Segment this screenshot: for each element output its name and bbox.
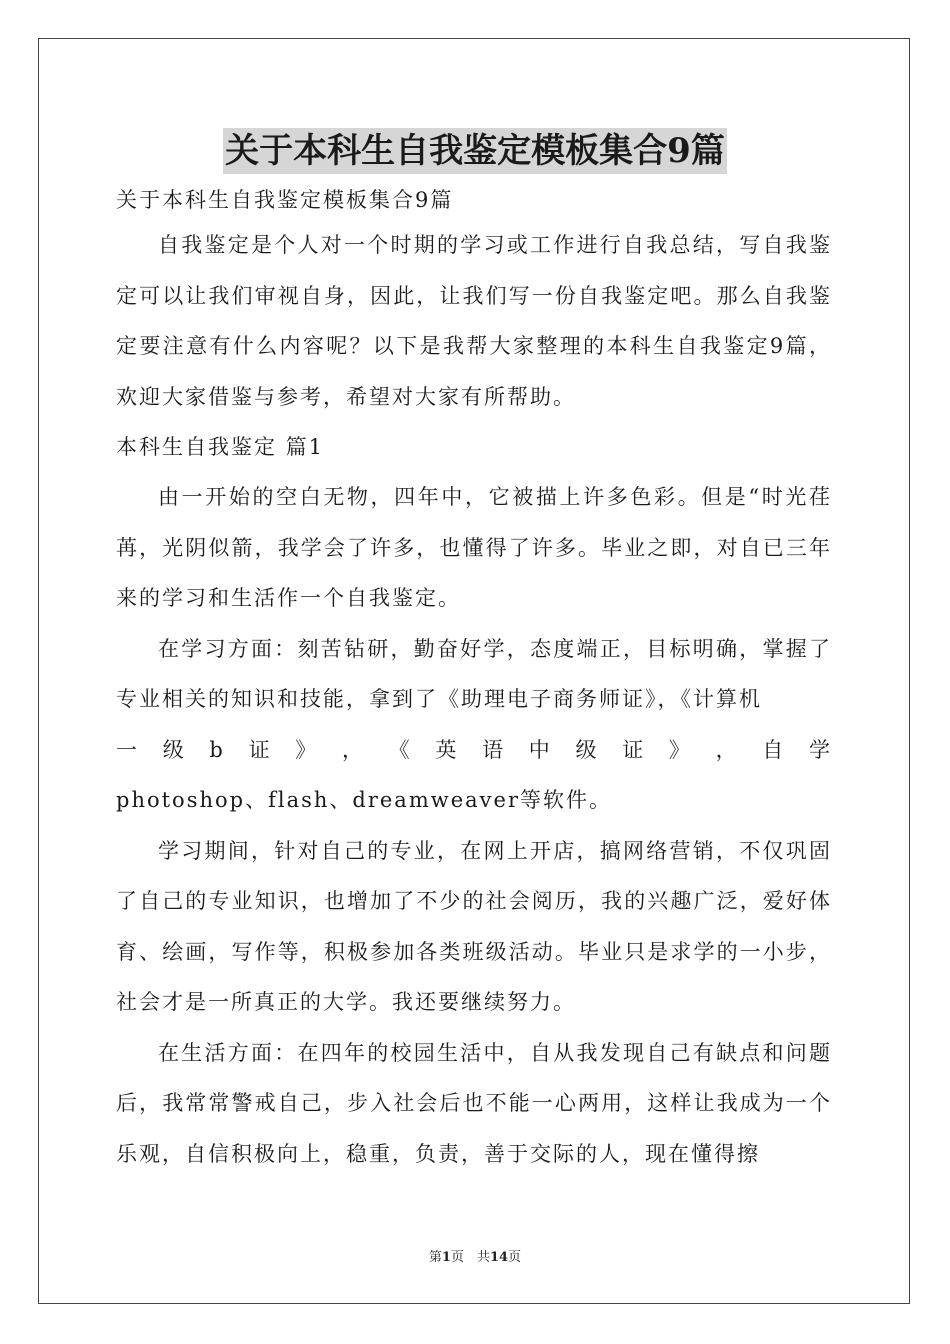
spread-char: 》 [295, 737, 319, 762]
spread-char: ， [715, 737, 739, 762]
section-heading-1: 本科生自我鉴定 篇1 [116, 435, 325, 459]
paragraph-4: 在生活方面：在四年的校园生活中，自从我发现自己有缺点和问题后，我常常警戒自己，步入社会后也不能一心两用，这样让我成为一个乐观，自信积极向上，稳重，负责，善于交际的人，现在懂得擦 [116, 1040, 832, 1166]
spread-char: 自 [762, 737, 786, 762]
footer-suffix: 页 [508, 1250, 522, 1265]
paragraph-1: 由一开始的空白无物，四年中，它被描上许多色彩。但是“时光荏苒，光阴似箭，我学会了许多，也懂得了许多。毕业之即，对自已三年来的学习和生活作一个自我鉴定。 [116, 485, 832, 610]
footer-page-number: 1 [441, 1250, 451, 1265]
paragraph-2-start: 在学习方面：刻苦钻研，勤奋好学，态度端正，目标明确，掌握了专业相关的知识和技能，拿到了《助理电子商务师证》，《计算机 [116, 636, 832, 711]
document-title: 关于本科生自我鉴定模板集合9篇 [223, 128, 727, 174]
spread-char: 语 [482, 737, 506, 762]
footer-total-pages: 14 [489, 1250, 509, 1265]
spread-char: 一 [116, 737, 139, 762]
document-subtitle: 关于本科生自我鉴定模板集合9篇 [116, 188, 454, 212]
page-footer [0, 1246, 950, 1265]
spread-char: ， [341, 737, 365, 762]
spread-char: 级 [162, 737, 186, 762]
spread-char: 级 [575, 737, 599, 762]
spread-char: 证 [622, 737, 646, 762]
paragraph-3: 学习期间，针对自己的专业，在网上开店，搞网络营销，不仅巩固了自己的专业知识，也增加了不少的社会阅历，我的兴趣广泛，爱好体育、绘画，写作等，积极参加各类班级活动。毕业只是求学的一小步，社会才是一所真正的大学。我还要继续努力。 [116, 838, 832, 1014]
spread-char: 中 [528, 737, 552, 762]
footer-mid: 页 共 [450, 1250, 490, 1265]
paragraph-2-end: photoshop、flash、dreamweaver等软件。 [116, 788, 612, 812]
spread-char: 英 [435, 737, 459, 762]
document-body [116, 180, 832, 1179]
footer-prefix: 第 [428, 1250, 442, 1265]
spread-char: 《 [388, 737, 412, 762]
intro-paragraph: 自我鉴定是个人对一个时期的学习或工作进行自我总结，写自我鉴定可以让我们审视自身，因此，让我们写一份自我鉴定吧。那么自我鉴定要注意有什么内容呢？以下是我帮大家整理的本科生自我鉴定9篇，欢迎大家借鉴与参考，希望对大家有所帮助。 [116, 233, 832, 409]
paragraph-2-spread-line [116, 725, 832, 776]
spread-char: b [209, 737, 225, 762]
spread-char: 学 [809, 737, 832, 762]
spread-char: 》 [668, 737, 692, 762]
title-container [0, 128, 950, 174]
spread-char: 证 [248, 737, 272, 762]
